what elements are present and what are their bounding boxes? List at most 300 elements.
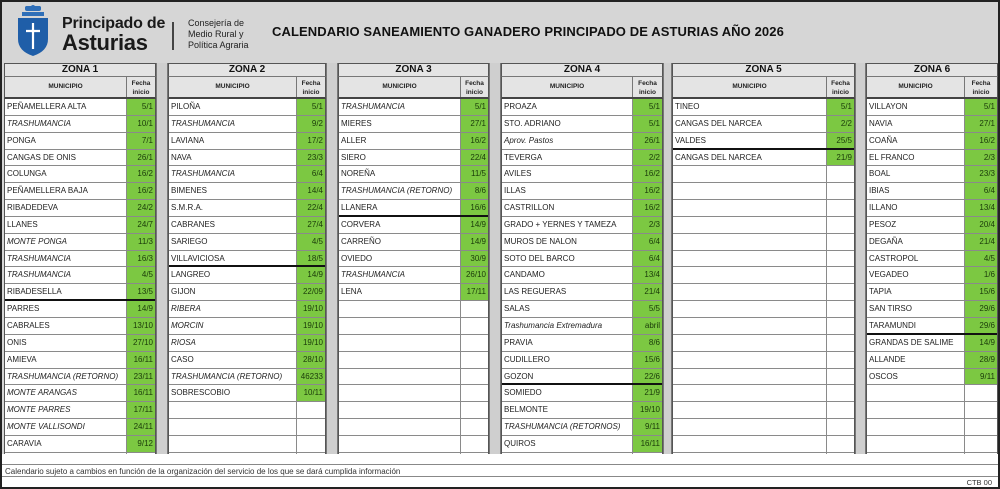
asturias-shield-icon bbox=[16, 5, 50, 57]
fecha-cell: 26/1 bbox=[127, 150, 155, 166]
empty-row bbox=[673, 217, 854, 234]
table-row bbox=[169, 217, 325, 234]
fecha-cell bbox=[827, 369, 854, 385]
fecha-cell bbox=[827, 402, 854, 418]
fecha-cell: 4/5 bbox=[297, 234, 325, 250]
fecha-header-line1: Fecha bbox=[831, 80, 850, 87]
table-row bbox=[502, 352, 662, 369]
table-row bbox=[169, 200, 325, 217]
fecha-cell: 9/11 bbox=[633, 419, 662, 435]
municipio-cell: GRADO + YERNES Y TAMEZA bbox=[502, 217, 633, 233]
fecha-cell: 18/5 bbox=[297, 251, 325, 266]
fecha-cell: 16/3 bbox=[127, 251, 155, 267]
fecha-cell: 24/2 bbox=[127, 200, 155, 216]
fecha-cell bbox=[461, 301, 488, 317]
fecha-cell: 16/2 bbox=[461, 133, 488, 149]
municipio-cell: COAÑA bbox=[867, 133, 965, 149]
municipio-cell: PARRES bbox=[5, 301, 127, 317]
dept-line1: Consejería de bbox=[188, 18, 245, 28]
municipio-cell: SAN TIRSO bbox=[867, 301, 965, 317]
table-row bbox=[502, 99, 662, 116]
zone-title: ZONA 1 bbox=[4, 63, 156, 77]
table-row bbox=[169, 251, 325, 268]
table-row bbox=[169, 116, 325, 133]
table-row bbox=[169, 352, 325, 369]
municipio-cell bbox=[339, 352, 461, 368]
fecha-cell bbox=[965, 402, 997, 418]
municipio-cell: NAVA bbox=[169, 150, 297, 166]
table-row bbox=[867, 369, 997, 386]
fecha-cell: 22/09 bbox=[297, 284, 325, 300]
fecha-cell: 27/10 bbox=[127, 335, 155, 351]
municipio-cell: TRASHUMANCIA (RETORNO) bbox=[5, 369, 127, 385]
table-row bbox=[5, 436, 155, 453]
fecha-cell bbox=[827, 318, 854, 334]
municipio-cell bbox=[673, 385, 827, 401]
table-row bbox=[502, 335, 662, 352]
table-row bbox=[502, 301, 662, 318]
municipio-header: MUNICIPIO bbox=[673, 77, 827, 97]
zone-rows bbox=[672, 99, 855, 470]
fecha-cell bbox=[461, 318, 488, 334]
table-row bbox=[5, 318, 155, 335]
empty-row bbox=[339, 369, 488, 386]
fecha-cell: 28/9 bbox=[965, 352, 997, 368]
fecha-cell: 21/4 bbox=[633, 284, 662, 300]
dept-line2: Medio Rural y bbox=[188, 29, 244, 39]
municipio-cell: TRASHUMANCIA bbox=[5, 116, 127, 132]
municipio-cell: CORVERA bbox=[339, 217, 461, 233]
table-row bbox=[169, 150, 325, 167]
zone-rows bbox=[866, 99, 998, 470]
municipio-cell: LAVIANA bbox=[169, 133, 297, 149]
table-row bbox=[502, 217, 662, 234]
table-row bbox=[502, 318, 662, 335]
municipio-cell: MORCIN bbox=[169, 318, 297, 334]
fecha-cell: 29/6 bbox=[965, 301, 997, 317]
fecha-cell: 20/4 bbox=[965, 217, 997, 233]
table-row bbox=[339, 217, 488, 234]
fecha-cell bbox=[827, 436, 854, 452]
fecha-cell bbox=[827, 217, 854, 233]
municipio-cell bbox=[673, 436, 827, 452]
empty-row bbox=[673, 385, 854, 402]
fecha-cell: abril bbox=[633, 318, 662, 334]
municipio-cell: CANDAMO bbox=[502, 267, 633, 283]
municipio-cell: QUIROS bbox=[502, 436, 633, 452]
fecha-cell: 16/2 bbox=[127, 183, 155, 199]
fecha-cell bbox=[827, 183, 854, 199]
empty-row bbox=[339, 318, 488, 335]
fecha-cell: 24/11 bbox=[127, 419, 155, 435]
municipio-cell: CARREÑO bbox=[339, 234, 461, 250]
table-row bbox=[867, 352, 997, 369]
zone-rows bbox=[4, 99, 156, 470]
municipio-cell: MUROS DE NALON bbox=[502, 234, 633, 250]
fecha-header-line1: Fecha bbox=[465, 80, 484, 87]
municipio-cell: OVIEDO bbox=[339, 251, 461, 267]
empty-row bbox=[673, 200, 854, 217]
table-row bbox=[169, 183, 325, 200]
empty-row bbox=[339, 301, 488, 318]
table-row bbox=[169, 369, 325, 386]
table-row bbox=[169, 234, 325, 251]
table-row bbox=[502, 133, 662, 150]
fecha-cell: 21/4 bbox=[965, 234, 997, 250]
fecha-cell: 16/2 bbox=[633, 166, 662, 182]
fecha-cell bbox=[827, 352, 854, 368]
table-row bbox=[5, 133, 155, 150]
table-row bbox=[339, 166, 488, 183]
empty-row bbox=[169, 436, 325, 453]
fecha-cell: 8/6 bbox=[633, 335, 662, 351]
fecha-cell: 26/10 bbox=[461, 267, 488, 283]
municipio-cell bbox=[169, 402, 297, 418]
municipio-header: MUNICIPIO bbox=[5, 77, 127, 97]
table-row bbox=[502, 284, 662, 301]
table-row bbox=[867, 99, 997, 116]
fecha-cell bbox=[827, 251, 854, 267]
fecha-cell bbox=[827, 385, 854, 401]
table-row bbox=[502, 116, 662, 133]
zone-spacer bbox=[855, 63, 866, 473]
zone-title: ZONA 6 bbox=[866, 63, 998, 77]
municipio-cell: SOMIEDO bbox=[502, 385, 633, 401]
municipio-cell: PESOZ bbox=[867, 217, 965, 233]
table-row bbox=[867, 335, 997, 352]
fecha-cell: 21/9 bbox=[633, 385, 662, 401]
table-row bbox=[867, 284, 997, 301]
fecha-cell bbox=[297, 402, 325, 418]
fecha-cell: 2/3 bbox=[633, 217, 662, 233]
fecha-cell: 30/9 bbox=[461, 251, 488, 267]
municipio-cell: VILLAYON bbox=[867, 99, 965, 115]
empty-row bbox=[673, 234, 854, 251]
table-row bbox=[169, 301, 325, 318]
zone-rows bbox=[338, 99, 489, 470]
fecha-cell: 10/1 bbox=[127, 116, 155, 132]
table-row bbox=[339, 183, 488, 200]
fecha-cell bbox=[827, 419, 854, 435]
municipio-cell: TAPIA bbox=[867, 284, 965, 300]
table-row bbox=[339, 133, 488, 150]
table-row bbox=[673, 116, 854, 133]
empty-row bbox=[169, 419, 325, 436]
table-row bbox=[867, 234, 997, 251]
fecha-header-line1: Fecha bbox=[131, 80, 151, 87]
table-row bbox=[5, 419, 155, 436]
fecha-cell bbox=[461, 436, 488, 452]
municipio-cell: CABRANES bbox=[169, 217, 297, 233]
municipio-cell bbox=[673, 369, 827, 385]
municipio-cell: PROAZA bbox=[502, 99, 633, 115]
brand-divider bbox=[172, 22, 174, 50]
municipio-cell: S.M.R.A. bbox=[169, 200, 297, 216]
table-row bbox=[502, 166, 662, 183]
fecha-cell: 13/5 bbox=[127, 284, 155, 299]
table-row bbox=[502, 419, 662, 436]
municipio-cell: EL FRANCO bbox=[867, 150, 965, 166]
column-headers bbox=[866, 77, 998, 99]
table-row bbox=[169, 284, 325, 301]
municipio-cell bbox=[673, 251, 827, 267]
table-row bbox=[339, 234, 488, 251]
fecha-inicio-header bbox=[965, 77, 997, 97]
fecha-cell: 14/9 bbox=[965, 335, 997, 351]
fecha-cell: 17/11 bbox=[461, 284, 488, 300]
municipio-cell: ILLAS bbox=[502, 183, 633, 199]
municipio-cell: TRASHUMANCIA (RETORNO) bbox=[339, 183, 461, 199]
municipio-cell: IBIAS bbox=[867, 183, 965, 199]
empty-row bbox=[673, 335, 854, 352]
fecha-cell: 21/9 bbox=[827, 150, 854, 166]
municipio-cell bbox=[339, 402, 461, 418]
fecha-cell bbox=[965, 436, 997, 452]
fecha-cell: 24/7 bbox=[127, 217, 155, 233]
table-row bbox=[867, 116, 997, 133]
fecha-cell: 9/11 bbox=[965, 369, 997, 385]
municipio-cell: RIBADESELLA bbox=[5, 284, 127, 299]
empty-row bbox=[673, 369, 854, 386]
municipio-cell bbox=[673, 166, 827, 182]
municipio-cell: CASTRILLON bbox=[502, 200, 633, 216]
municipio-cell: TRASHUMANCIA bbox=[5, 251, 127, 267]
municipio-cell: TARAMUNDI bbox=[867, 318, 965, 333]
table-row bbox=[5, 99, 155, 116]
page-title: CALENDARIO SANEAMIENTO GANADERO PRINCIPADO DE ASTURIAS AÑO 2026 bbox=[272, 24, 784, 39]
fecha-inicio-header bbox=[461, 77, 488, 97]
municipio-cell bbox=[673, 419, 827, 435]
fecha-cell: 9/12 bbox=[127, 436, 155, 452]
municipio-cell bbox=[673, 183, 827, 199]
header bbox=[2, 2, 998, 60]
fecha-cell: 13/4 bbox=[633, 267, 662, 283]
column-headers bbox=[4, 77, 156, 99]
fecha-cell: 14/9 bbox=[297, 267, 325, 283]
fecha-cell: 5/1 bbox=[827, 99, 854, 115]
fecha-cell: 11/3 bbox=[127, 234, 155, 250]
fecha-cell: 19/10 bbox=[297, 318, 325, 334]
fecha-cell: 5/1 bbox=[127, 99, 155, 115]
fecha-cell bbox=[827, 234, 854, 250]
municipio-cell bbox=[673, 352, 827, 368]
municipio-cell: CANGAS DE ONIS bbox=[5, 150, 127, 166]
municipio-cell: RIBERA bbox=[169, 301, 297, 317]
fecha-header-line2: inicio bbox=[466, 89, 483, 96]
empty-row bbox=[867, 385, 997, 402]
municipio-cell bbox=[339, 301, 461, 317]
fecha-cell bbox=[461, 385, 488, 401]
table-row bbox=[867, 251, 997, 268]
column-headers bbox=[338, 77, 489, 99]
fecha-header-line1: Fecha bbox=[301, 80, 321, 87]
fecha-cell: 15/6 bbox=[965, 284, 997, 300]
municipio-cell: BOAL bbox=[867, 166, 965, 182]
fecha-cell: 27/1 bbox=[965, 116, 997, 132]
empty-row bbox=[673, 419, 854, 436]
zone-rows bbox=[501, 99, 663, 470]
zone-spacer bbox=[156, 63, 168, 473]
table-row bbox=[169, 166, 325, 183]
fecha-cell: 14/9 bbox=[461, 217, 488, 233]
municipio-cell: MIERES bbox=[339, 116, 461, 132]
municipio-cell: CUDILLERO bbox=[502, 352, 633, 368]
zone-2-table bbox=[168, 63, 326, 470]
fecha-header-line2: inicio bbox=[302, 89, 320, 96]
table-row bbox=[5, 234, 155, 251]
table-row bbox=[867, 166, 997, 183]
fecha-cell: 4/5 bbox=[127, 267, 155, 283]
municipio-cell bbox=[339, 419, 461, 435]
municipio-cell: SARIEGO bbox=[169, 234, 297, 250]
municipio-cell: OSCOS bbox=[867, 369, 965, 385]
table-row bbox=[5, 166, 155, 183]
municipio-cell bbox=[867, 419, 965, 435]
municipio-cell: ALLANDE bbox=[867, 352, 965, 368]
empty-row bbox=[673, 352, 854, 369]
municipio-cell: CASO bbox=[169, 352, 297, 368]
municipio-cell bbox=[169, 419, 297, 435]
municipio-cell bbox=[673, 301, 827, 317]
municipio-cell: PILOÑA bbox=[169, 99, 297, 115]
table-row bbox=[5, 267, 155, 284]
fecha-cell: 16/2 bbox=[633, 200, 662, 216]
municipio-header: MUNICIPIO bbox=[502, 77, 633, 97]
table-row bbox=[5, 369, 155, 386]
table-row bbox=[502, 251, 662, 268]
municipio-cell: TRASHUMANCIA bbox=[339, 267, 461, 283]
table-row bbox=[502, 385, 662, 402]
municipio-cell: TRASHUMANCIA bbox=[169, 116, 297, 132]
table-row bbox=[339, 99, 488, 116]
municipio-cell bbox=[867, 385, 965, 401]
fecha-cell: 26/1 bbox=[633, 133, 662, 149]
empty-row bbox=[867, 402, 997, 419]
fecha-cell: 14/9 bbox=[127, 301, 155, 317]
municipio-cell: TRASHUMANCIA bbox=[5, 267, 127, 283]
municipio-cell: CASTROPOL bbox=[867, 251, 965, 267]
table-row bbox=[339, 251, 488, 268]
fecha-cell: 5/1 bbox=[633, 99, 662, 115]
empty-row bbox=[339, 385, 488, 402]
municipio-cell: Aprov. Pastos bbox=[502, 133, 633, 149]
fecha-cell: 16/2 bbox=[127, 166, 155, 182]
fecha-cell bbox=[297, 436, 325, 452]
empty-row bbox=[673, 166, 854, 183]
municipio-cell bbox=[339, 335, 461, 351]
municipio-header: MUNICIPIO bbox=[339, 77, 461, 97]
municipio-cell: PRAVIA bbox=[502, 335, 633, 351]
brand-line1: Principado de bbox=[62, 15, 166, 32]
table-row bbox=[5, 301, 155, 318]
municipio-cell: LANGREO bbox=[169, 267, 297, 283]
empty-row bbox=[673, 284, 854, 301]
municipio-cell bbox=[673, 217, 827, 233]
empty-row bbox=[673, 318, 854, 335]
municipio-cell bbox=[339, 369, 461, 385]
municipio-cell bbox=[673, 402, 827, 418]
zone-spacer bbox=[326, 63, 338, 473]
fecha-header-line2: inicio bbox=[832, 89, 849, 96]
zone-spacer bbox=[663, 63, 672, 473]
municipio-cell bbox=[673, 318, 827, 334]
zone-1-table bbox=[4, 63, 156, 470]
municipio-cell bbox=[169, 436, 297, 452]
table-row bbox=[502, 369, 662, 386]
municipio-cell: ILLANO bbox=[867, 200, 965, 216]
zone-5-table bbox=[672, 63, 855, 470]
fecha-cell bbox=[461, 402, 488, 418]
municipio-cell bbox=[339, 318, 461, 334]
municipio-cell: GIJON bbox=[169, 284, 297, 300]
fecha-inicio-header bbox=[127, 77, 155, 97]
table-row bbox=[502, 234, 662, 251]
department-name bbox=[188, 18, 249, 51]
table-row bbox=[502, 150, 662, 167]
municipio-cell: CANGAS DEL NARCEA bbox=[673, 116, 827, 132]
municipio-cell: SIERO bbox=[339, 150, 461, 166]
empty-row bbox=[673, 301, 854, 318]
fecha-cell: 23/11 bbox=[127, 369, 155, 385]
fecha-cell: 22/4 bbox=[461, 150, 488, 166]
table-row bbox=[673, 150, 854, 167]
table-row bbox=[867, 133, 997, 150]
zone-4-table bbox=[501, 63, 663, 470]
fecha-cell: 8/6 bbox=[461, 183, 488, 199]
municipio-cell: CABRALES bbox=[5, 318, 127, 334]
fecha-inicio-header bbox=[827, 77, 854, 97]
municipio-cell: Trashumancia Extremadura bbox=[502, 318, 633, 334]
footer-note: Calendario sujeto a cambios en función de la organización del servicio de los que se dará cumplida información bbox=[5, 467, 401, 476]
empty-row bbox=[673, 183, 854, 200]
municipio-cell: LLANERA bbox=[339, 200, 461, 215]
fecha-cell: 9/2 bbox=[297, 116, 325, 132]
municipio-cell: LENA bbox=[339, 284, 461, 300]
municipio-cell: NAVIA bbox=[867, 116, 965, 132]
municipio-cell: LLANES bbox=[5, 217, 127, 233]
table-row bbox=[5, 402, 155, 419]
table-row bbox=[5, 217, 155, 234]
fecha-cell: 2/2 bbox=[633, 150, 662, 166]
table-row bbox=[5, 284, 155, 301]
fecha-cell bbox=[827, 284, 854, 300]
table-row bbox=[867, 200, 997, 217]
fecha-cell: 17/2 bbox=[297, 133, 325, 149]
table-row bbox=[5, 251, 155, 268]
fecha-cell bbox=[461, 352, 488, 368]
table-row bbox=[673, 99, 854, 116]
zone-rows bbox=[168, 99, 326, 470]
municipio-cell: MONTE VALLISONDI bbox=[5, 419, 127, 435]
table-row bbox=[5, 335, 155, 352]
municipio-cell: AVILES bbox=[502, 166, 633, 182]
municipio-cell bbox=[867, 402, 965, 418]
municipio-cell: MONTE ARANGAS bbox=[5, 385, 127, 401]
fecha-cell: 4/5 bbox=[965, 251, 997, 267]
table-row bbox=[339, 284, 488, 301]
footer-divider bbox=[2, 476, 998, 477]
brand-wordmark bbox=[62, 15, 165, 54]
fecha-cell: 14/9 bbox=[461, 234, 488, 250]
municipio-cell: SOTO DEL BARCO bbox=[502, 251, 633, 267]
empty-row bbox=[867, 419, 997, 436]
table-row bbox=[5, 352, 155, 369]
fecha-header-line2: inicio bbox=[972, 89, 990, 96]
municipio-cell: PONGA bbox=[5, 133, 127, 149]
table-row bbox=[169, 385, 325, 402]
fecha-cell: 6/4 bbox=[965, 183, 997, 199]
fecha-cell: 27/1 bbox=[461, 116, 488, 132]
